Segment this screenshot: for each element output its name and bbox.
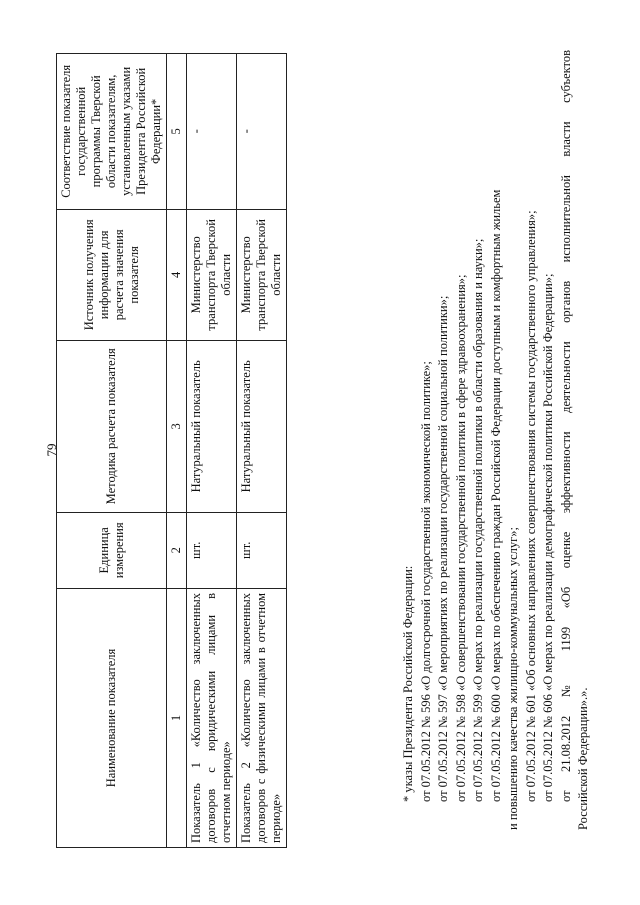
indicators-table — [56, 53, 287, 848]
header-unit: Единица измерения — [57, 512, 167, 588]
table-header-row — [57, 54, 167, 848]
column-number: 5 — [167, 54, 187, 210]
footnote-item: от 07.05.2012 № 606 «О мерах по реализации демографической политики Российской Федерации»; — [541, 273, 555, 802]
column-number-row — [167, 54, 187, 848]
footnote-item: от 07.05.2012 № 600 «О мерах по обеспечению граждан Российской Федерации доступным и комфортным жильем — [488, 189, 503, 802]
footnote-item: от 07.05.2012 № 601 «Об основных направлениях совершенствования системы государственного управления»; — [523, 210, 538, 802]
row-source: Министерство транспорта Тверской области — [187, 209, 237, 340]
column-number: 3 — [167, 341, 187, 513]
footnote-intro: * указы Президента Российской Федерации: — [401, 565, 415, 802]
footnote-item-continuation: Российской Федерации».». — [576, 687, 590, 830]
header-compliance: Соответствие показателя государственной программы Тверской области показателям, установленным указами Президента Российской Федерации* — [57, 54, 167, 210]
footnote-item: от 21.08.2012 № 1199 «Об оценке эффективности деятельности органов исполнительной власти субъектов — [558, 50, 573, 802]
row-indicator-name: Показатель 1 «Количество заключенных договоров с юридическими лицами в отчетном периоде» — [187, 588, 237, 847]
row-unit: шт. — [187, 512, 237, 588]
column-number: 2 — [167, 512, 187, 588]
footnote-item: от 07.05.2012 № 597 «О мероприятиях по реализации государственной социальной политики»; — [436, 295, 450, 802]
footnote-item: от 07.05.2012 № 598 «О совершенствовании государственной политики в сфере здравоохранения»; — [453, 274, 468, 802]
row-method: Натуральный показатель — [187, 341, 237, 513]
row-source: Министерство транспорта Тверской области — [237, 209, 287, 340]
footnote-item: от 07.05.2012 № 596 «О долгосрочной государственной экономической политике»; — [418, 361, 433, 802]
row-compliance: - — [187, 54, 237, 210]
table-row — [187, 54, 237, 848]
header-method: Методика расчета показателя — [57, 341, 167, 513]
row-compliance: - — [237, 54, 287, 210]
footnote-item-continuation: и повышению качества жилищно-коммунальных услуг»; — [506, 527, 520, 830]
page-number: 79 — [44, 443, 59, 457]
header-indicator-name: Наименование показателя — [57, 588, 167, 847]
row-unit: шт. — [237, 512, 287, 588]
column-number: 1 — [167, 588, 187, 847]
table-row — [237, 54, 287, 848]
row-method: Натуральный показатель — [237, 341, 287, 513]
column-number: 4 — [167, 209, 187, 340]
footnotes — [400, 50, 593, 830]
header-source: Источник получения информации для расчета значения показателя — [57, 209, 167, 340]
row-indicator-name: Показатель 2 «Количество заключенных договоров с физическими лицами в отчетном периоде» — [237, 588, 287, 847]
footnote-item: от 07.05.2012 № 599 «О мерах по реализации государственной политики в области образования и науки»; — [471, 238, 485, 802]
